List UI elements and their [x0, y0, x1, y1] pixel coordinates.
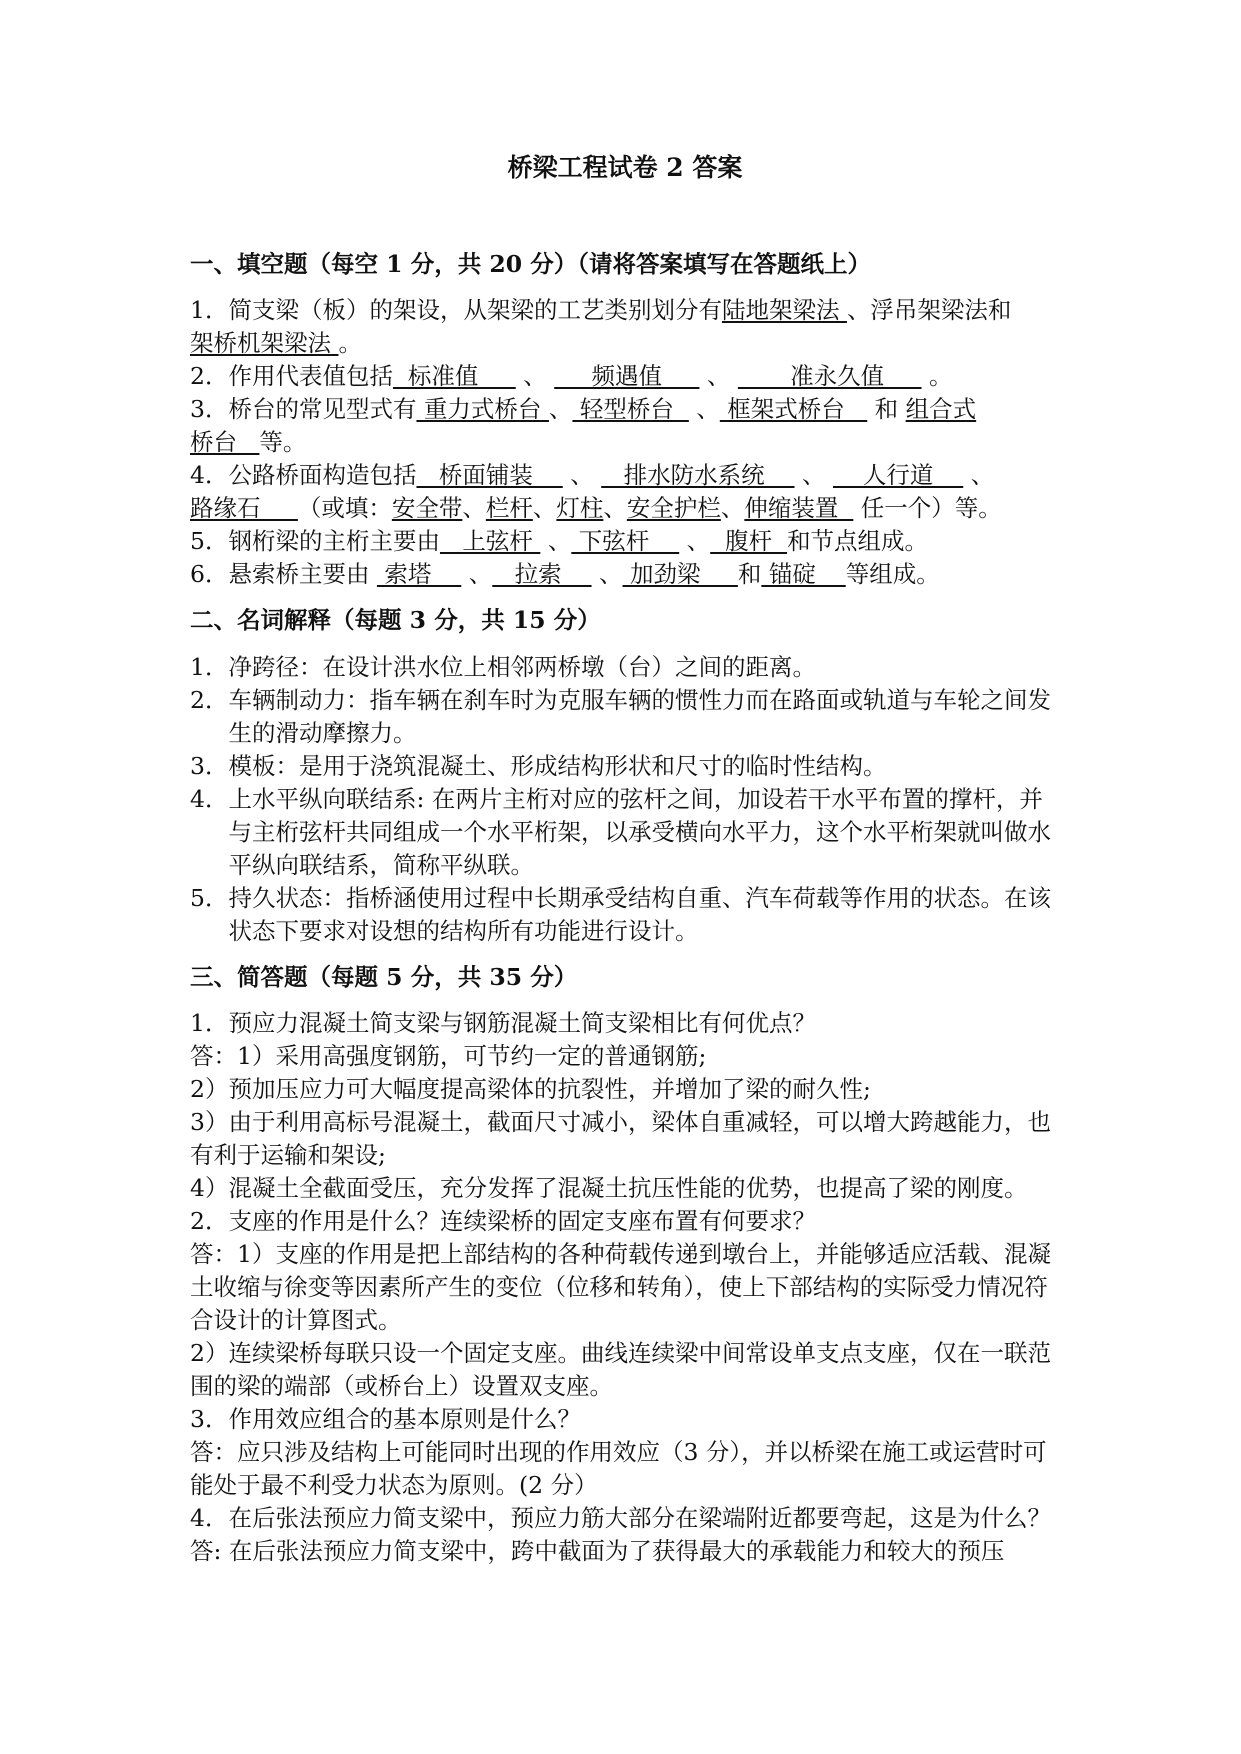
q6-answer-1: 索塔 [376, 560, 462, 589]
fill-question-3 [190, 393, 1060, 459]
q4-alt-4: 安全护栏 [626, 494, 721, 523]
section3-heading: 三、简答题（每题 5 分，共 35 分） [190, 962, 578, 991]
q3-text-f: 等。 [259, 428, 307, 457]
q4-sep-4: 、 [720, 494, 745, 523]
answer-line: 3）由于利用高标号混凝土，截面尺寸减小，梁体自重减轻，可以增大跨越能力，也有利于运输和架设; [190, 1107, 1051, 1169]
q6-answer-3: 加劲梁 [622, 560, 738, 589]
q4-answer-1: 桥面铺装 [416, 461, 563, 490]
q2-text-d: 、 [699, 362, 738, 391]
q2-answer-3: 准永久值 [737, 362, 922, 391]
q3-text-c: 、 [548, 395, 573, 424]
answer-line: 4．在后张法预应力简支梁中，预应力筋大部分在梁端附近都要弯起，这是为什么？ [190, 1503, 1051, 1532]
q4-text-f: （或填： [297, 494, 392, 523]
q4-sep-3: 、 [603, 494, 627, 523]
q6-text-e: 和 [737, 560, 762, 589]
q5-answer-1: 上弦杆 [439, 527, 541, 556]
definition-item [190, 882, 1060, 948]
answer-line: 2）连续梁桥每联只设一个固定支座。曲线连续梁中间常设单支点支座，仅在一联范围的梁的端部（或桥台上）设置双支座。 [190, 1338, 1051, 1400]
answer-line: 2．支座的作用是什么？连续梁桥的固定支座布置有何要求？ [190, 1206, 816, 1235]
definition-item [190, 684, 1060, 750]
q2-answer-1: 标准值 [392, 362, 516, 391]
q4-sep-2: 、 [532, 494, 557, 523]
definition-number: 1． [190, 652, 229, 681]
section2-heading: 二、名词解释（每题 3 分，共 15 分） [190, 606, 601, 635]
answer-line: 答：1）采用高强度钢筋，可节约一定的普通钢筋; [190, 1041, 707, 1070]
q3-answer-2: 轻型桥台 [572, 395, 689, 424]
q1-answer-1: 陆地架梁法 [721, 296, 847, 325]
q4-sep-1: 、 [462, 494, 486, 523]
q1-answer-2: 架桥机架梁法 [190, 329, 339, 358]
answer-line: 4）混凝土全截面受压，充分发挥了混凝土抗压性能的优势，也提高了梁的刚度。 [190, 1173, 1028, 1202]
q6-text-a: 6．悬索桥主要由 [190, 560, 377, 589]
q5-text-c: 、 [540, 527, 572, 556]
definition-number: 4． [190, 784, 229, 813]
q1-text-c: 、浮吊架梁法和 [846, 296, 1012, 325]
fill-question-5 [190, 525, 1060, 558]
q4-answer-3: 人行道 [832, 461, 964, 490]
q6-text-c: 、 [461, 560, 493, 589]
q4-text-c: 、 [562, 461, 602, 490]
q4-text-d: 、 [794, 461, 833, 490]
answer-line: 2）预加压应力可大幅度提高梁体的抗裂性，并增加了梁的耐久性; [190, 1074, 871, 1103]
q4-text-h: 任一个）等。 [853, 494, 1002, 523]
q1-text-d: 。 [338, 329, 362, 358]
fill-question-6 [190, 558, 1060, 591]
q2-text-a: 2．作用代表值包括 [190, 362, 393, 391]
definition-number: 2． [190, 685, 229, 714]
fill-question-4 [190, 459, 1060, 525]
q3-answer-4a: 组合式 [905, 395, 977, 424]
definition-number: 5． [190, 883, 229, 912]
q2-text-c: 、 [515, 362, 555, 391]
q4-alt-2: 栏杆 [485, 494, 533, 523]
q5-text-d: 、 [679, 527, 711, 556]
definition-item [190, 750, 1060, 783]
definition-item [190, 651, 1060, 684]
document-page [190, 140, 1060, 1568]
definition-text: 上水平纵向联结系: 在两片主桁对应的弦杆之间，加设若干水平布置的撑杆，并与主桁弦杆共同组成一个水平桁架，以承受横向水平力，这个水平桁架就叫做水平纵向联结系，简称平纵联。 [228, 784, 1051, 879]
answer-line: 答：1）支座的作用是把上部结构的各种荷载传递到墩台上，并能够适应活载、混凝土收缩与徐变等因素所产生的变位（位移和转角），使上下部结构的实际受力情况符合设计的计算图式。 [190, 1239, 1051, 1334]
q3-answer-1: 重力式桥台 [416, 395, 549, 424]
definition-text: 持久状态：指桥涵使用过程中长期承受结构自重、汽车荷载等作用的状态。在该状态下要求对设想的结构所有功能进行设计。 [228, 883, 1051, 945]
q4-answer-4: 路缘石 [190, 494, 298, 523]
answer-line: 3．作用效应组合的基本原则是什么？ [190, 1404, 581, 1433]
q2-text-e: 。 [921, 362, 953, 391]
fill-question-2 [190, 360, 1060, 393]
q5-answer-2: 下弦杆 [571, 527, 680, 556]
q6-answer-4: 锚碇 [761, 560, 846, 589]
definition-text: 净跨径：在设计洪水位上相邻两桥墩（台）之间的距离。 [228, 652, 816, 681]
q3-text-d: 、 [688, 395, 720, 424]
q3-answer-3: 框架式桥台 [719, 395, 868, 424]
q3-text-e: 和 [867, 395, 906, 424]
fill-question-1 [190, 294, 1060, 360]
q6-text-f: 等组成。 [845, 560, 940, 589]
q6-text-d: 、 [591, 560, 623, 589]
q6-answer-2: 拉索 [492, 560, 592, 589]
definition-text: 模板：是用于浇筑混凝土、形成结构形状和尺寸的临时性结构。 [228, 751, 887, 780]
q4-text-e: 、 [963, 461, 995, 490]
q5-text-a: 5．钢桁梁的主桁主要由 [190, 527, 440, 556]
q2-answer-2: 频遇值 [554, 362, 700, 391]
definition-item [190, 783, 1060, 882]
page-title: 桥梁工程试卷 2 答案 [507, 153, 743, 182]
q4-text-a: 4．公路桥面构造包括 [190, 461, 417, 490]
q1-text-a: 1．简支梁（板）的架设，从架梁的工艺类别划分有 [190, 296, 722, 325]
q4-alt-5: 伸缩装置 [744, 494, 854, 523]
q5-text-e: 和节点组成。 [787, 527, 929, 556]
q4-alt-3: 灯柱 [556, 494, 604, 523]
q3-answer-4b: 桥台 [190, 428, 260, 457]
q4-alt-1: 安全带 [391, 494, 463, 523]
section1-heading: 一、填空题（每空 1 分，共 20 分）（请将答案填写在答题纸上） [190, 250, 872, 278]
definition-text: 车辆制动力：指车辆在刹车时为克服车辆的惯性力而在路面或轨道与车轮之间发生的滑动摩擦力。 [228, 685, 1051, 747]
q5-answer-3: 腹杆 [710, 527, 788, 556]
answer-line: 答：应只涉及结构上可能同时出现的作用效应（3 分），并以桥梁在施工或运营时可能处于最不利受力状态为原则。(2 分） [190, 1437, 1047, 1499]
answer-line: 答: 在后张法预应力简支梁中，跨中截面为了获得最大的承载能力和较大的预压 [190, 1536, 1005, 1565]
q3-text-a: 3．桥台的常见型式有 [190, 395, 417, 424]
answer-line: 1．预应力混凝土简支梁与钢筋混凝土简支梁相比有何优点？ [190, 1008, 816, 1037]
q4-answer-2: 排水防水系统 [601, 461, 795, 490]
definition-number: 3． [190, 751, 229, 780]
